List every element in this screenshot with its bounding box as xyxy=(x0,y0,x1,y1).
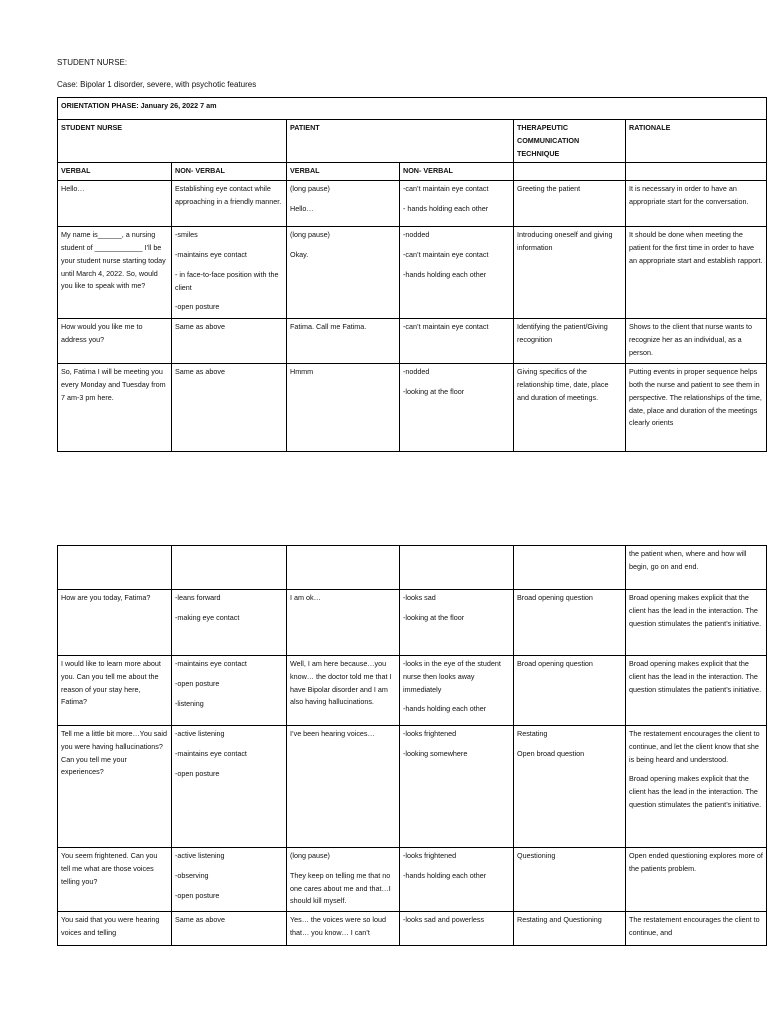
cell-line: -can’t maintain eye contact xyxy=(403,184,489,194)
sn-nonverbal-cell xyxy=(172,590,287,656)
cell-line: -open posture xyxy=(175,768,220,778)
cell-line: -active listening xyxy=(175,851,225,860)
table-row xyxy=(58,726,767,848)
sn-nonverbal-cell xyxy=(172,319,287,364)
cell-line: Identifying the patient/Giving recognition xyxy=(517,322,608,344)
technique-cell xyxy=(514,227,626,319)
cell-line: -open posture xyxy=(175,678,220,688)
sn-nonverbal-header: NON- VERBAL xyxy=(172,163,287,181)
table-row xyxy=(58,656,767,726)
sn-nonverbal-cell xyxy=(172,848,287,912)
sn-verbal-cell xyxy=(58,726,172,848)
sn-verbal-cell xyxy=(58,181,172,227)
sn-nonverbal-cell xyxy=(172,181,287,227)
technique-header: THERAPEUTIC COMMUNICATION TECHNIQUE xyxy=(514,120,626,163)
sn-nonverbal-cell xyxy=(172,726,287,848)
pt-nonverbal-cell xyxy=(400,912,514,946)
rationale-cell xyxy=(626,227,767,319)
sn-verbal-cell xyxy=(58,227,172,319)
sn-nonverbal-cell xyxy=(172,364,287,452)
sn-verbal-header: VERBAL xyxy=(58,163,172,181)
sn-verbal-cell xyxy=(58,319,172,364)
rationale-cell xyxy=(626,656,767,726)
rationale-cell xyxy=(626,590,767,656)
pt-nonverbal-cell xyxy=(400,726,514,848)
pt-verbal-header: VERBAL xyxy=(287,163,400,181)
cell-line: Yes… the voices were so loud that… you know… I can’t xyxy=(290,915,387,937)
cell-line: Broad opening makes explicit that the client has the lead in the interaction. The question stimulates the patient’s initiative. xyxy=(629,774,762,809)
cell-line: -looks frightened xyxy=(403,851,457,860)
cell-line: -looking somewhere xyxy=(403,748,468,758)
cell-line: -observing xyxy=(175,870,209,880)
cell-line: -hands holding each other xyxy=(403,870,487,880)
sn-verbal-cell xyxy=(58,848,172,912)
sn-verbal-cell xyxy=(58,912,172,946)
pt-nonverbal-cell xyxy=(400,590,514,656)
cell-line: Open broad question xyxy=(517,748,585,758)
case-description: Case: Bipolar 1 disorder, severe, with psychotic features xyxy=(57,80,257,89)
orientation-table xyxy=(57,97,767,452)
cell-line: It is necessary in order to have an appropriate start for the conversation. xyxy=(629,184,749,206)
pt-verbal-cell xyxy=(287,726,400,848)
cell-line: (long pause) xyxy=(290,184,330,194)
pt-nonverbal-cell xyxy=(400,227,514,319)
table-row xyxy=(58,912,767,946)
cell-line: Giving specifics of the relationship time, date, place and duration of meetings. xyxy=(517,367,609,402)
rationale-cell xyxy=(626,912,767,946)
cell-line: You seem frightened. Can you tell me what are those voices telling you? xyxy=(61,851,158,886)
pt-nonverbal-cell xyxy=(400,364,514,452)
cell-line: My name is______, a nursing student of ____________ I’ll be your student nurse starting today until March 4, 2022. So, would you like to speak with me? xyxy=(61,230,166,291)
technique-cell xyxy=(514,546,626,590)
sn-nonverbal-cell xyxy=(172,656,287,726)
cell-line: -listening xyxy=(175,698,204,708)
cell-line: You said that you were hearing voices and telling xyxy=(61,915,160,937)
technique-cell xyxy=(514,364,626,452)
student-nurse-header: STUDENT NURSE xyxy=(58,120,287,163)
pt-verbal-cell xyxy=(287,656,400,726)
cell-line: How are you today, Fatima? xyxy=(61,593,151,602)
rationale-cell xyxy=(626,364,767,452)
pt-verbal-cell xyxy=(287,912,400,946)
rationale-header: RATIONALE xyxy=(626,120,767,163)
rationale-cell xyxy=(626,546,767,590)
sn-nonverbal-cell xyxy=(172,912,287,946)
technique-cell xyxy=(514,656,626,726)
table-row xyxy=(58,227,767,319)
pt-verbal-cell xyxy=(287,364,400,452)
cell-line: Putting events in proper sequence helps both the nurse and patient to see them in perspective. The relationships of the time, date, place and duration of the meetings clearly orients xyxy=(629,367,762,428)
pt-nonverbal-cell xyxy=(400,656,514,726)
cell-line: Broad opening makes explicit that the client has the lead in the interaction. The question stimulates the patient’s initiative. xyxy=(629,659,762,694)
sn-verbal-cell xyxy=(58,590,172,656)
cell-line: -can’t maintain eye contact xyxy=(403,322,489,332)
cell-line: Open ended questioning explores more of the patients problem. xyxy=(629,851,763,873)
technique-cell xyxy=(514,590,626,656)
cell-line: Establishing eye contact while approaching in a friendly manner. xyxy=(175,184,282,206)
cell-line: -open posture xyxy=(175,890,220,900)
table-row xyxy=(58,181,767,227)
table-row xyxy=(58,364,767,452)
cell-line: Okay. xyxy=(290,249,309,259)
cell-line: Well, I am here because…you know… the doctor told me that I have Bipolar disorder and I am also having hallucinations. xyxy=(290,659,392,707)
cell-line: -looks in the eye of the student nurse then looks away immediately xyxy=(403,659,501,694)
cell-line: -maintains eye contact xyxy=(175,249,247,259)
rationale-cell xyxy=(626,726,767,848)
pt-nonverbal-cell xyxy=(400,319,514,364)
sn-nonverbal-cell xyxy=(172,546,287,590)
cell-line: -looks frightened xyxy=(403,729,457,738)
cell-line: It should be done when meeting the patient for the first time in order to have an appropriate start and establish rapport. xyxy=(629,230,763,265)
pt-verbal-cell xyxy=(287,590,400,656)
table-row xyxy=(58,319,767,364)
technique-cell xyxy=(514,912,626,946)
cell-line: the patient when, where and how will begin, go on and end. xyxy=(629,549,747,571)
orientation-phase-header: ORIENTATION PHASE: January 26, 2022 7 am xyxy=(58,98,767,120)
cell-line: -can’t maintain eye contact xyxy=(403,249,489,259)
technique-subheader xyxy=(514,163,626,181)
pt-verbal-cell xyxy=(287,848,400,912)
table-row xyxy=(58,590,767,656)
technique-cell xyxy=(514,848,626,912)
table-row xyxy=(58,546,767,590)
cell-line: Fatima. Call me Fatima. xyxy=(290,322,367,332)
cell-line: How would you like me to address you? xyxy=(61,322,143,344)
technique-cell xyxy=(514,319,626,364)
table-row xyxy=(58,848,767,912)
pt-nonverbal-cell xyxy=(400,181,514,227)
cell-line: -hands holding each other xyxy=(403,269,487,279)
cell-line: -nodded xyxy=(403,367,430,377)
cell-line: Same as above xyxy=(175,367,225,377)
cell-line: -smiles xyxy=(175,230,198,240)
cell-line: - hands holding each other xyxy=(403,203,489,213)
cell-line: -maintains eye contact xyxy=(175,748,247,758)
cell-line: -active listening xyxy=(175,729,225,738)
cell-line: Restating and Questioning xyxy=(517,915,602,924)
cell-line: -open posture xyxy=(175,302,220,312)
rationale-cell xyxy=(626,848,767,912)
cell-line: Shows to the client that nurse wants to recognize her as an individual, as a person. xyxy=(629,322,753,357)
cell-line: -looks sad and powerless xyxy=(403,915,485,924)
cell-line: The restatement encourages the client to continue, and xyxy=(629,915,760,937)
sn-verbal-cell xyxy=(58,364,172,452)
rationale-subheader xyxy=(626,163,767,181)
pt-nonverbal-cell xyxy=(400,848,514,912)
cell-line: Hello… xyxy=(290,203,314,213)
cell-line: -looks sad xyxy=(403,593,436,602)
cell-line: -leans forward xyxy=(175,593,221,602)
cell-line: I am ok… xyxy=(290,593,321,602)
cell-line: Hmmm xyxy=(290,367,314,377)
cell-line: Hello… xyxy=(61,184,85,194)
cell-line: (long pause) xyxy=(290,230,330,240)
sn-verbal-cell xyxy=(58,656,172,726)
cell-line: Greeting the patient xyxy=(517,184,581,194)
cell-line: I’ve been hearing voices… xyxy=(290,729,375,738)
cell-line: Tell me a little bit more…You said you were having hallucinations? Can you tell me your experiences? xyxy=(61,729,167,777)
cell-line: -looking at the floor xyxy=(403,386,465,396)
cell-line: Broad opening question xyxy=(517,659,593,668)
rationale-cell xyxy=(626,181,767,227)
pt-verbal-cell xyxy=(287,546,400,590)
cell-line: Restating xyxy=(517,729,548,738)
sn-nonverbal-cell xyxy=(172,227,287,319)
cell-line: I would like to learn more about you. Can you tell me about the reason of your stay here, Fatima? xyxy=(61,659,161,707)
cell-line: -nodded xyxy=(403,230,430,240)
technique-cell xyxy=(514,726,626,848)
cell-line: -making eye contact xyxy=(175,612,240,622)
cell-line: -looking at the floor xyxy=(403,612,465,622)
patient-header: PATIENT xyxy=(287,120,514,163)
cell-line: -hands holding each other xyxy=(403,704,487,714)
cell-line: Broad opening makes explicit that the client has the lead in the interaction. The question stimulates the patient’s initiative. xyxy=(629,593,762,628)
sn-verbal-cell xyxy=(58,546,172,590)
cell-line: Introducing oneself and giving information xyxy=(517,230,613,252)
cell-line: (long pause) xyxy=(290,851,330,860)
cell-line: Questioning xyxy=(517,851,556,860)
pt-verbal-cell xyxy=(287,319,400,364)
cell-line: They keep on telling me that no one cares about me and that…I should kill myself. xyxy=(290,870,391,906)
cell-line: Broad opening question xyxy=(517,593,593,602)
pt-verbal-cell xyxy=(287,227,400,319)
pt-nonverbal-header: NON- VERBAL xyxy=(400,163,514,181)
cell-line: -maintains eye contact xyxy=(175,659,247,668)
cell-line: Same as above xyxy=(175,915,225,924)
document-title: STUDENT NURSE: xyxy=(57,58,128,67)
cell-line: - in face-to-face position with the client xyxy=(175,269,279,292)
cell-line: The restatement encourages the client to continue, and let the client know that she is being heard and understood. xyxy=(629,729,760,764)
technique-cell xyxy=(514,181,626,227)
pt-verbal-cell xyxy=(287,181,400,227)
cell-line: Same as above xyxy=(175,322,225,332)
pt-nonverbal-cell xyxy=(400,546,514,590)
cell-line: So, Fatima I will be meeting you every Monday and Tuesday from 7 am-3 pm here. xyxy=(61,367,166,402)
rationale-cell xyxy=(626,319,767,364)
interaction-table xyxy=(57,545,767,946)
